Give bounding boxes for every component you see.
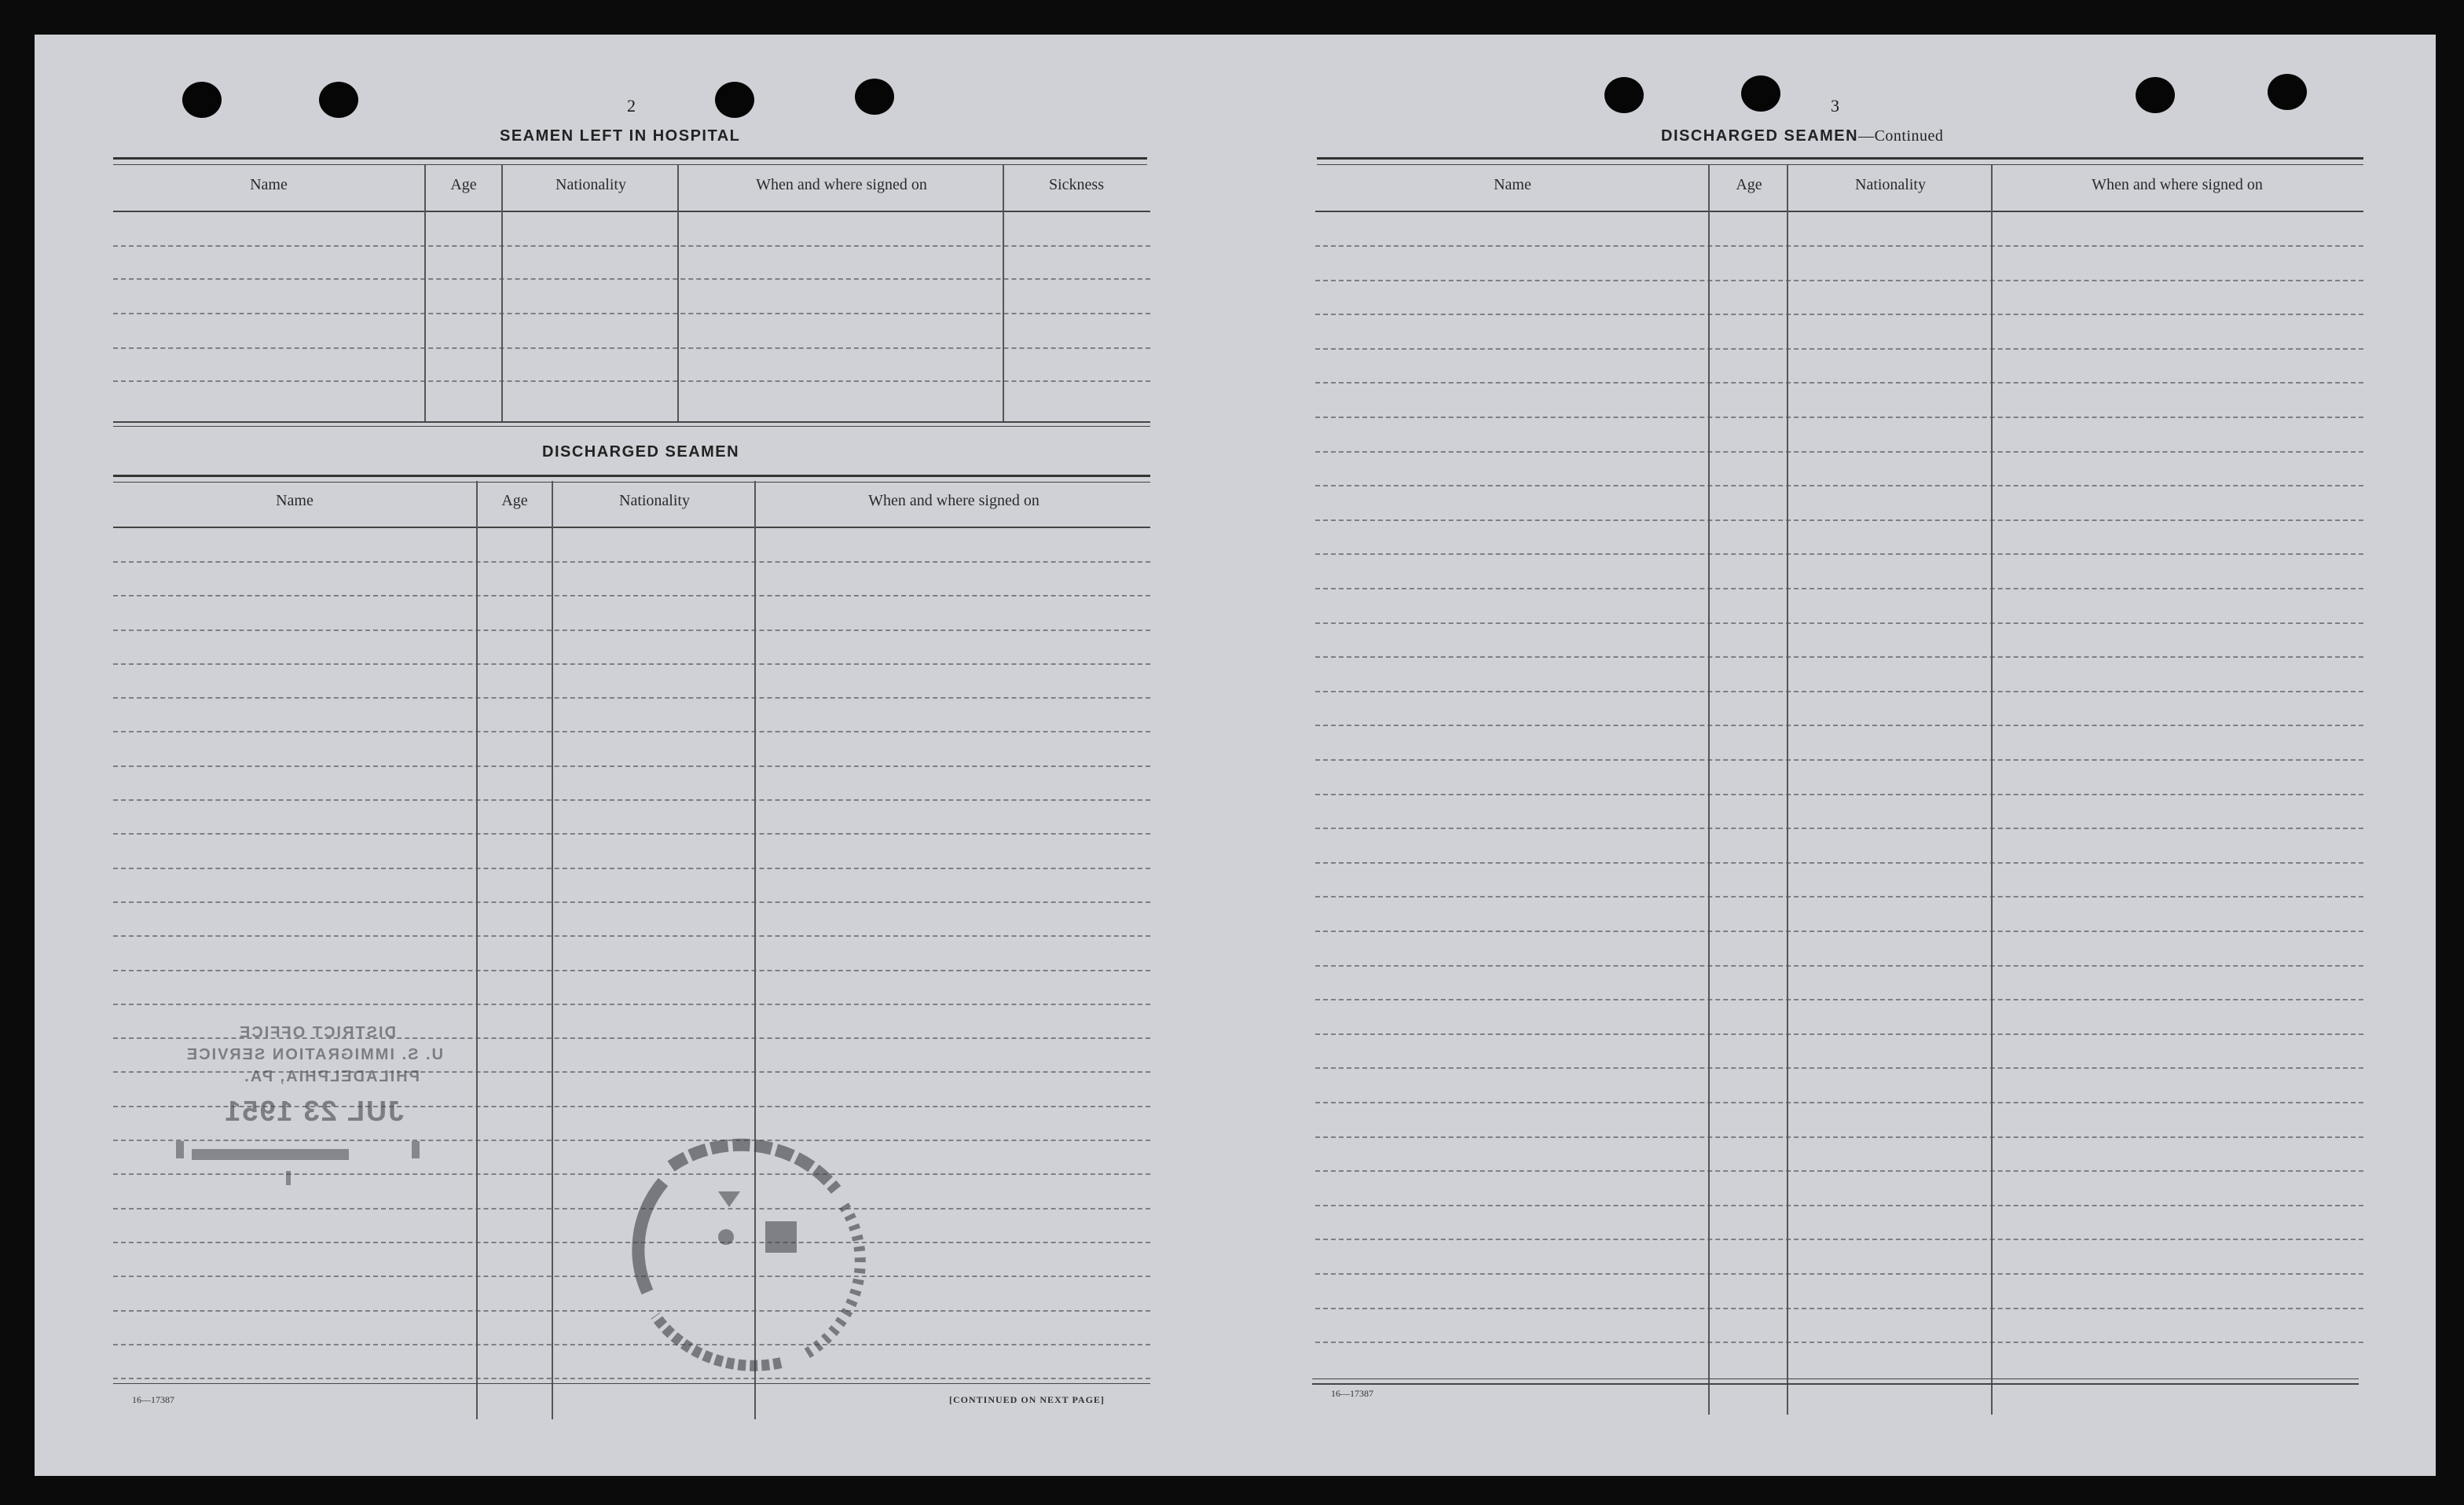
right-row-line xyxy=(1315,794,2363,795)
right-col-divider xyxy=(1991,165,1993,1415)
discharged-col-nationality: Nationality xyxy=(619,492,690,509)
right-row-line xyxy=(1315,896,2363,897)
right-row-line xyxy=(1315,622,2363,624)
right-head-underline xyxy=(1315,211,2363,212)
discharged-col-signed-on: When and where signed on xyxy=(868,492,1040,509)
discharged-head-underline xyxy=(113,527,1150,528)
continued-note: [CONTINUED ON NEXT PAGE] xyxy=(949,1394,1105,1405)
hospital-row-line xyxy=(113,347,1150,349)
discharged-header-rule xyxy=(113,475,1150,483)
right-row-line xyxy=(1315,1342,2363,1343)
right-row-line xyxy=(1315,691,2363,692)
punch-hole xyxy=(182,82,222,118)
hospital-row-line xyxy=(113,245,1150,247)
discharged-row-line xyxy=(113,935,1150,937)
discharged-col-age: Age xyxy=(501,492,528,509)
discharged-row-line xyxy=(113,697,1150,699)
right-row-line xyxy=(1315,1102,2363,1103)
hospital-bottom-rule-2 xyxy=(113,426,1150,427)
punch-hole xyxy=(1604,77,1644,113)
page-number-left: 2 xyxy=(627,96,636,116)
right-row-line xyxy=(1315,588,2363,589)
right-row-line xyxy=(1315,931,2363,932)
right-col-name: Name xyxy=(1494,176,1531,193)
hospital-col-divider xyxy=(424,165,426,421)
discharged-row-line xyxy=(113,595,1150,596)
discharged-row-line xyxy=(113,799,1150,801)
stamp-date: JUL 23 1951 xyxy=(223,1095,404,1127)
right-header-rule xyxy=(1317,157,2363,165)
hospital-col-sickness: Sickness xyxy=(1049,176,1104,193)
right-col-divider xyxy=(1787,165,1788,1415)
discharged-row-line xyxy=(113,833,1150,835)
document-page xyxy=(35,35,2436,1476)
hospital-header-rule xyxy=(113,157,1147,165)
hospital-bottom-rule xyxy=(113,421,1150,423)
right-row-line xyxy=(1315,417,2363,418)
right-row-line xyxy=(1315,519,2363,521)
hospital-col-divider xyxy=(1003,165,1004,421)
discharged-row-line xyxy=(113,970,1150,971)
right-row-line xyxy=(1315,1273,2363,1275)
right-row-line xyxy=(1315,828,2363,829)
discharged-col-divider xyxy=(476,481,478,1419)
discharged-row-line xyxy=(113,561,1150,563)
discharged-row-line xyxy=(113,765,1150,767)
discharged-col-name: Name xyxy=(276,492,314,509)
hospital-col-nationality: Nationality xyxy=(556,176,626,193)
punch-hole xyxy=(2268,74,2307,110)
right-row-line xyxy=(1315,1170,2363,1172)
right-row-line xyxy=(1315,553,2363,555)
discharged-row-line xyxy=(113,901,1150,903)
hospital-row-line xyxy=(113,278,1150,280)
punch-hole xyxy=(1741,75,1780,112)
page-number-right: 3 xyxy=(1831,96,1839,116)
right-col-signed-on: When and where signed on xyxy=(2092,176,2263,193)
hospital-col-age: Age xyxy=(450,176,477,193)
round-stamp xyxy=(608,1119,891,1386)
right-row-line xyxy=(1315,965,2363,967)
stamp-line: U. S. IMMIGRATION SERVICE xyxy=(185,1046,443,1063)
right-col-age: Age xyxy=(1736,176,1762,193)
hospital-head-underline xyxy=(113,211,1150,212)
right-row-line xyxy=(1315,348,2363,350)
punch-hole xyxy=(319,82,358,118)
punch-hole xyxy=(855,79,894,115)
right-col-nationality: Nationality xyxy=(1855,176,1926,193)
right-row-line xyxy=(1315,314,2363,315)
right-row-line xyxy=(1315,862,2363,864)
hospital-col-divider xyxy=(677,165,679,421)
right-row-line xyxy=(1315,1239,2363,1240)
discharged-row-line xyxy=(113,731,1150,732)
right-row-line xyxy=(1315,999,2363,1000)
discharged-row-line xyxy=(113,868,1150,869)
right-row-line xyxy=(1315,1067,2363,1069)
hospital-row-line xyxy=(113,380,1150,382)
discharged-continued-title-suffix: —Continued xyxy=(1858,127,1944,145)
right-bottom-rule-2 xyxy=(1312,1383,2359,1385)
hospital-col-name: Name xyxy=(250,176,288,193)
right-row-line xyxy=(1315,245,2363,247)
hospital-col-signed-on: When and where signed on xyxy=(756,176,927,193)
discharged-continued-title-main: DISCHARGED SEAMEN xyxy=(1661,127,1859,145)
right-row-line xyxy=(1315,1308,2363,1309)
hospital-row-line xyxy=(113,313,1150,314)
punch-hole xyxy=(2136,77,2175,113)
form-number-left: 16—17387 xyxy=(132,1394,174,1405)
right-row-line xyxy=(1315,1136,2363,1138)
right-row-line xyxy=(1315,759,2363,761)
hospital-section-title: SEAMEN LEFT IN HOSPITAL xyxy=(500,127,741,145)
discharged-row-line xyxy=(113,630,1150,631)
right-col-divider xyxy=(1708,165,1710,1415)
discharged-row-line xyxy=(113,663,1150,665)
form-number-right: 16—17387 xyxy=(1331,1388,1373,1399)
right-bottom-rule xyxy=(1312,1378,2359,1379)
discharged-section-title: DISCHARGED SEAMEN xyxy=(542,443,740,461)
right-row-line xyxy=(1315,656,2363,658)
hospital-col-divider xyxy=(501,165,503,421)
discharged-col-divider xyxy=(552,481,553,1419)
stamp-line: PHILADELPHIA, PA. xyxy=(243,1068,420,1085)
right-row-line xyxy=(1315,725,2363,726)
right-row-line xyxy=(1315,382,2363,384)
right-row-line xyxy=(1315,451,2363,453)
right-row-line xyxy=(1315,1033,2363,1035)
right-row-line xyxy=(1315,280,2363,281)
punch-hole xyxy=(715,82,754,118)
stamp-line: DISTRICT OFFICE xyxy=(237,1024,396,1041)
right-row-line xyxy=(1315,485,2363,486)
right-row-line xyxy=(1315,1205,2363,1206)
receipt-stamp xyxy=(145,975,490,1202)
discharged-continued-title xyxy=(1661,127,1943,145)
